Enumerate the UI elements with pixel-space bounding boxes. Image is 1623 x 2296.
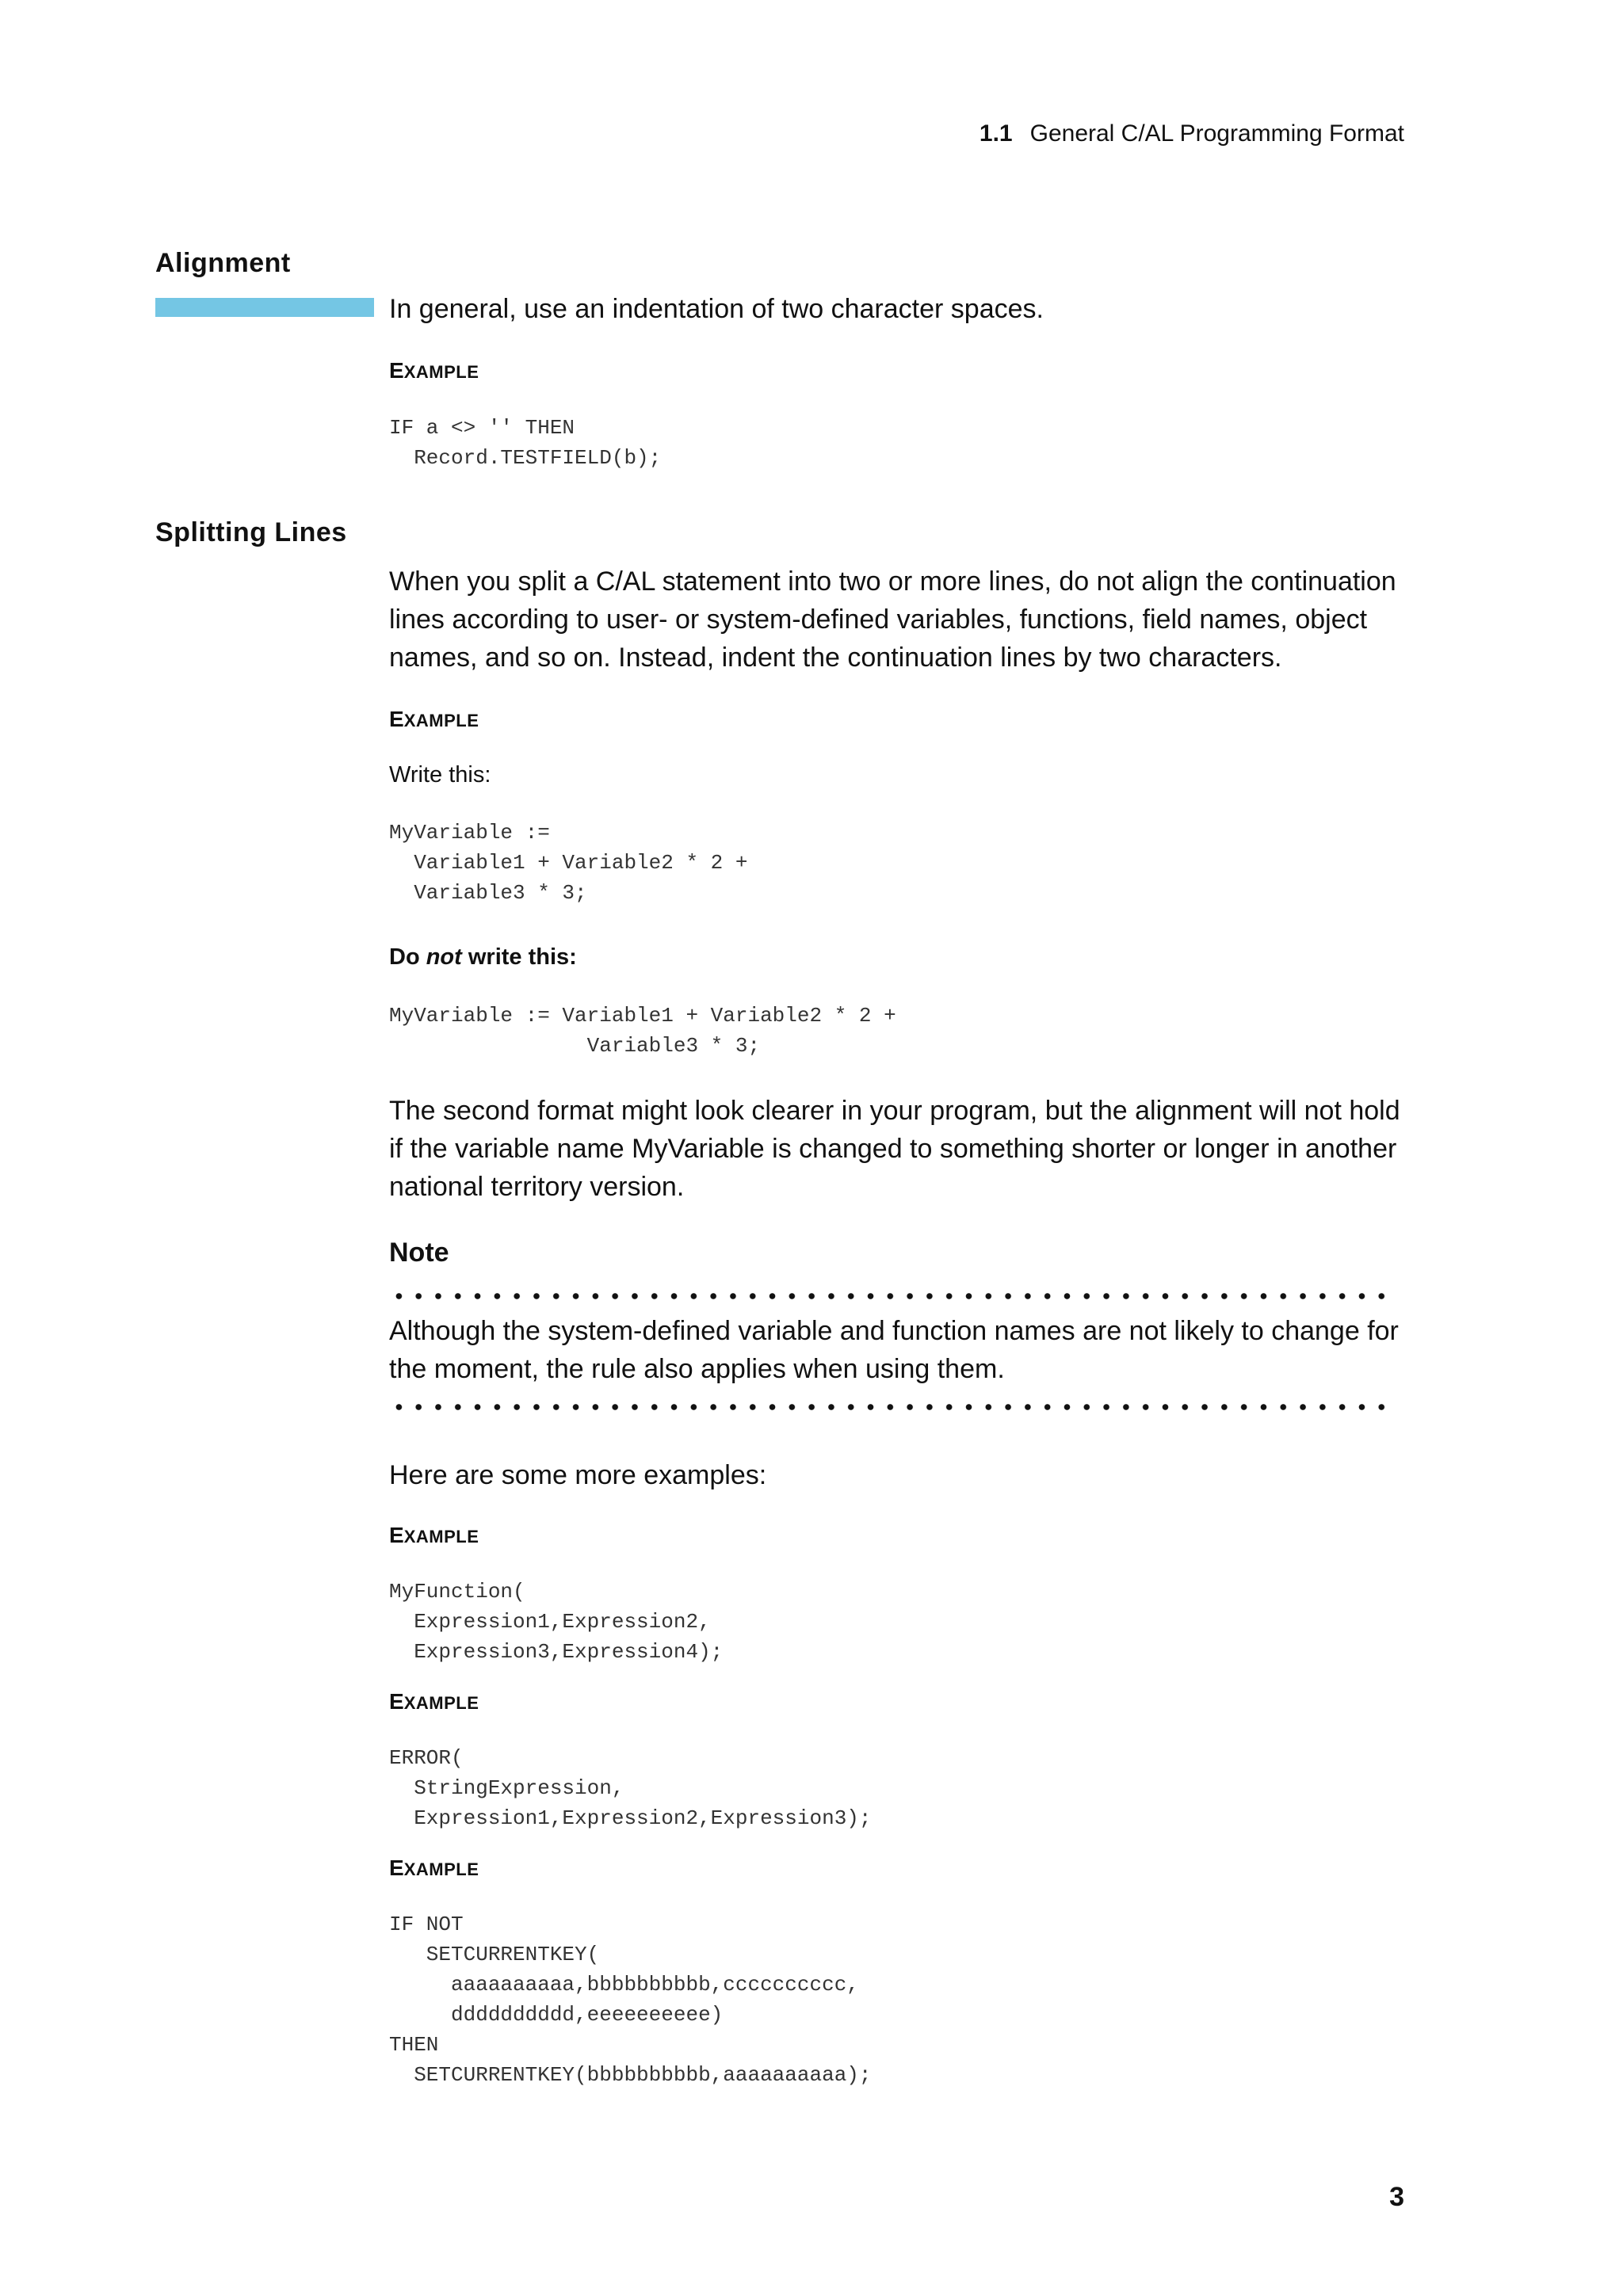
code-block: MyFunction( Expression1,Expression2, Expression3,Expression4); bbox=[389, 1580, 724, 1664]
running-header bbox=[980, 120, 1404, 147]
page-number: 3 bbox=[1389, 2182, 1404, 2212]
example-label: EXAMPLE bbox=[389, 1523, 479, 1547]
example-label: EXAMPLE bbox=[389, 1689, 479, 1714]
code-block: IF NOT SETCURRENTKEY( aaaaaaaaaa,bbbbbbbbbb,cccccccccc, dddddddddd,eeeeeeeeee) THEN SETCURRENTKEY(bbbbbbbbbb,aaaaaaaaaa); bbox=[389, 1913, 872, 2087]
example-label: EXAMPLE bbox=[389, 1855, 479, 1880]
header-section-title: General C/AL Programming Format bbox=[1029, 120, 1404, 147]
alignment-heading: Alignment bbox=[155, 248, 291, 278]
splitting-lines-heading: Splitting Lines bbox=[155, 517, 347, 547]
more-examples-intro: Here are some more examples: bbox=[389, 1460, 767, 1490]
note-dotted-rule-top bbox=[389, 1291, 1397, 1301]
note-dotted-rule-bottom bbox=[389, 1402, 1397, 1412]
note-heading: Note bbox=[389, 1238, 449, 1268]
example-label: EXAMPLE bbox=[389, 707, 479, 731]
splitting-intro: When you split a C/AL statement into two or more lines, do not align the continuation lines according to user- or system-defined variables, functions, field names, object names, and so on. Instead, indent the continuation lines by two characters. bbox=[389, 566, 1396, 673]
explanation-text: The second format might look clearer in your program, but the alignment will not hold if the variable name MyVariable is changed to something shorter or longer in another national territory version. bbox=[389, 1096, 1400, 1202]
alignment-text: In general, use an indentation of two character spaces. bbox=[389, 294, 1044, 324]
code-block: IF a <> '' THEN Record.TESTFIELD(b); bbox=[389, 416, 662, 470]
example-label: EXAMPLE bbox=[389, 358, 479, 383]
accent-bar bbox=[155, 298, 374, 317]
code-block-good: MyVariable := Variable1 + Variable2 * 2 + Variable3 * 3; bbox=[389, 821, 748, 905]
code-block: ERROR( StringExpression, Expression1,Expression2,Expression3); bbox=[389, 1746, 872, 1830]
code-block-bad: MyVariable := Variable1 + Variable2 * 2 + Variable3 * 3; bbox=[389, 1004, 896, 1058]
write-this-label: Write this: bbox=[389, 762, 491, 788]
header-section-number: 1.1 bbox=[979, 120, 1013, 147]
note-text: Although the system-defined variable and function names are not likely to change for the moment, the rule also applies when using them. bbox=[389, 1316, 1399, 1384]
do-not-write-label: Do not write this: bbox=[389, 944, 577, 970]
